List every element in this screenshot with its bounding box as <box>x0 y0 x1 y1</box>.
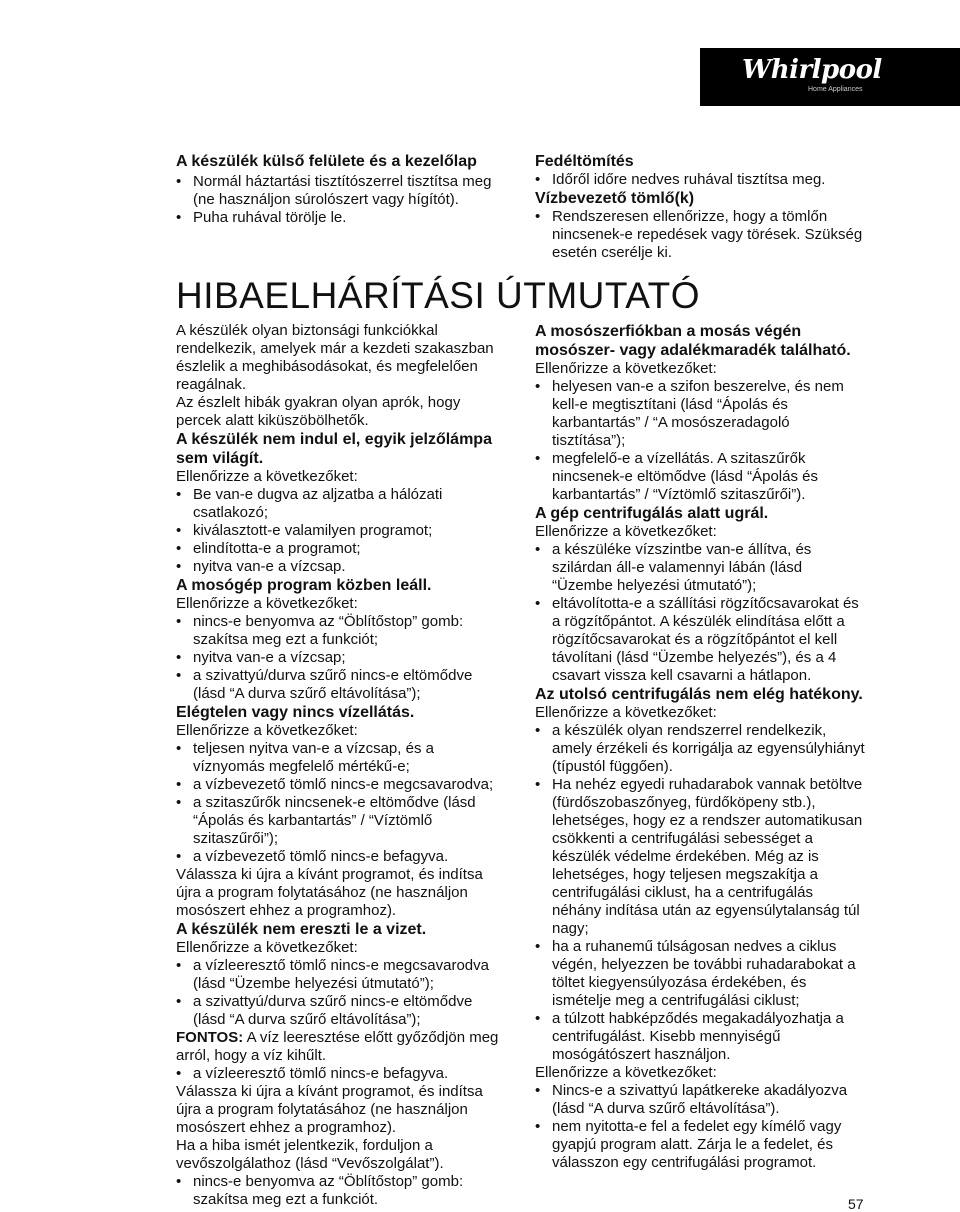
section-heading: A gép centrifugálás alatt ugrál. <box>535 505 769 522</box>
list-item: • teljesen nyitva van-e a vízcsap, és a víznyomás megfelelő mértékű-e; <box>176 740 506 776</box>
list-item: • Puha ruhával törölje le. <box>176 209 516 227</box>
important-label: FONTOS: <box>176 1029 244 1046</box>
list-item: • nincs-e benyomva az “Öblítőstop” gomb: szakítsa meg ezt a funkciót; <box>176 613 506 649</box>
list-item: • a vízleeresztő tömlő nincs-e megcsavarodva (lásd “Üzembe helyezési útmutató”); <box>176 957 506 993</box>
list-item: • Nincs-e a szivattyú lapátkereke akadályozva (lásd “A durva szűrő eltávolítása”). <box>535 1082 865 1118</box>
section-heading: A mosógép program közben leáll. <box>176 577 432 594</box>
list-item: • a túlzott habképződés megakadályozhatja a centrifugálást. Kisebb mennyiségű mosógátószert használjon. <box>535 1010 865 1064</box>
important-note <box>176 1029 506 1065</box>
check-label: Ellenőrizze a következőket: <box>535 523 717 540</box>
body-paragraph: Válassza ki újra a kívánt programot, és indítsa újra a program folytatásához (ne használjon mosószert ehhez a programhoz). <box>176 1083 483 1136</box>
care-seal-hose-section <box>535 152 865 262</box>
check-label: Ellenőrizze a következőket: <box>535 704 717 721</box>
list-item: • kiválasztott-e valamilyen programot; <box>176 522 506 540</box>
check-label: Ellenőrizze a következőket: <box>176 722 358 739</box>
check-label: Ellenőrizze a következőket: <box>535 360 717 377</box>
section-heading: A mosószerfiókban a mosás végén mosószer- vagy adalékmaradék található. <box>535 323 851 359</box>
list-item: • Be van-e dugva az aljzatba a hálózati csatlakozó; <box>176 486 506 522</box>
intro-paragraph: Az észlelt hibák gyakran olyan aprók, hogy percek alatt kiküszöbölhetők. <box>176 394 461 429</box>
list-item: • elindította-e a programot; <box>176 540 506 558</box>
left-column <box>176 322 506 1209</box>
list-item: • Ha nehéz egyedi ruhadarabok vannak betöltve (fürdőszobaszőnyeg, fürdőköpeny stb.), lehetséges, hogy ez a rendszer automatikusan csökkenti a centrifugálási sebességet a készülék védelme érdekében. Még az is lehetséges, hogy teljesen megszakítja a centrifugálási ciklust, ha a centrifugálás néhány indítása után az egyensúlytalanság túl nagy; <box>535 776 865 938</box>
list-item: • Normál háztartási tisztítószerrel tisztítsa meg (ne használjon súrolószert vagy hígítót). <box>176 173 516 209</box>
list-item: • Rendszeresen ellenőrizze, hogy a tömlőn nincsenek-e repedések vagy törések. Szükség esetén cserélje ki. <box>535 208 865 262</box>
check-label: Ellenőrizze a következőket: <box>176 595 358 612</box>
list-item: • a készülék olyan rendszerrel rendelkezik, amely érzékeli és korrigálja az egyensúlyhiányt (típustól függően). <box>535 722 865 776</box>
list-item: • nyitva van-e a vízcsap; <box>176 649 506 667</box>
list-item: • ha a ruhanemű túlságosan nedves a ciklus végén, helyezzen be további ruhadarabokat a töltet kiegyensúlyozása érdekében, és ismételje meg a centrifugálási ciklust; <box>535 938 865 1010</box>
whirlpool-logo-text: Whirlpool <box>742 55 882 85</box>
service-paragraph: Ha a hiba ismét jelentkezik, forduljon a vevőszolgálathoz (lásd “Vevőszolgálat”). <box>176 1137 444 1172</box>
list-item: • a készüléke vízszintbe van-e állítva, és szilárdan áll-e valamennyi lábán (lásd “Üzembe helyezési útmutató”); <box>535 541 865 595</box>
section-heading: A készülék nem ereszti le a vizet. <box>176 921 427 938</box>
important-text: A víz leeresztése előtt győződjön meg arról, hogy a víz kihűlt. <box>176 1029 499 1064</box>
right-column <box>535 322 865 1172</box>
list-item: • Időről időre nedves ruhával tisztítsa meg. <box>535 171 865 189</box>
page-number: 57 <box>848 1196 864 1212</box>
list-item: • a szivattyú/durva szűrő nincs-e eltömődve (lásd “A durva szűrő eltávolítása”); <box>176 667 506 703</box>
list-item: • a szivattyú/durva szűrő nincs-e eltömődve (lásd “A durva szűrő eltávolítása”); <box>176 993 506 1029</box>
list-item: • a vízbevezető tömlő nincs-e megcsavarodva; <box>176 776 506 794</box>
check-label: Ellenőrizze a következőket: <box>535 1064 717 1081</box>
page-title: HIBAELHÁRÍTÁSI ÚTMUTATÓ <box>176 275 701 316</box>
intro-paragraph: A készülék olyan biztonsági funkciókkal rendelkezik, amelyek már a kezdeti szakaszban észlelik a meghibásodásokat, és megfelelően reagálnak. <box>176 322 494 393</box>
section-heading: Elégtelen vagy nincs vízellátás. <box>176 704 415 721</box>
list-item: • nincs-e benyomva az “Öblítőstop” gomb: szakítsa meg ezt a funkciót. <box>176 1173 506 1209</box>
list-item: • nyitva van-e a vízcsap. <box>176 558 506 576</box>
list-item: • a vízbevezető tömlő nincs-e befagyva. <box>176 848 506 866</box>
check-label: Ellenőrizze a következőket: <box>176 939 358 956</box>
list-item: • a szitaszűrők nincsenek-e eltömődve (lásd “Ápolás és karbantartás” / “Víztömlő szitaszűrői”); <box>176 794 506 848</box>
list-item: • helyesen van-e a szifon beszerelve, és nem kell-e megtisztítani (lásd “Ápolás és karbantartás” / “A mosószeradagoló tisztítása”); <box>535 378 865 450</box>
check-label: Ellenőrizze a következőket: <box>176 468 358 485</box>
logo-tagline: Home Appliances <box>808 86 863 93</box>
section-heading: A készülék nem indul el, egyik jelzőlámpa sem világít. <box>176 431 492 467</box>
care-exterior-section <box>176 152 516 227</box>
section-heading: Fedéltömítés <box>535 153 634 170</box>
brand-logo <box>700 48 960 106</box>
body-paragraph: Válassza ki újra a kívánt programot, és indítsa újra a program folytatásához (ne használjon mosószert ehhez a programhoz). <box>176 866 483 919</box>
section-heading: A készülék külső felülete és a kezelőlap <box>176 153 477 170</box>
section-heading: Vízbevezető tömlő(k) <box>535 190 695 207</box>
section-heading: Az utolsó centrifugálás nem elég hatékony. <box>535 686 863 703</box>
list-item: • a vízleeresztő tömlő nincs-e befagyva. <box>176 1065 506 1083</box>
list-item: • eltávolította-e a szállítási rögzítőcsavarokat és a rögzítőpántot. A készülék elindítása előtt a rögzítőcsavarokat és a rögzítőpántot el kell távolítani (lásd “Üzembe helyezés”), és a 4 csavart vissza kell csavarni a hátlapon. <box>535 595 865 685</box>
list-item: • nem nyitotta-e fel a fedelet egy kímélő vagy gyapjú program alatt. Zárja le a fedelet, és válasszon egy centrifugálási programot. <box>535 1118 865 1172</box>
list-item: • megfelelő-e a vízellátás. A szitaszűrők nincsenek-e eltömődve (lásd “Ápolás és karbantartás” / “Víztömlő szitaszűrői”). <box>535 450 865 504</box>
